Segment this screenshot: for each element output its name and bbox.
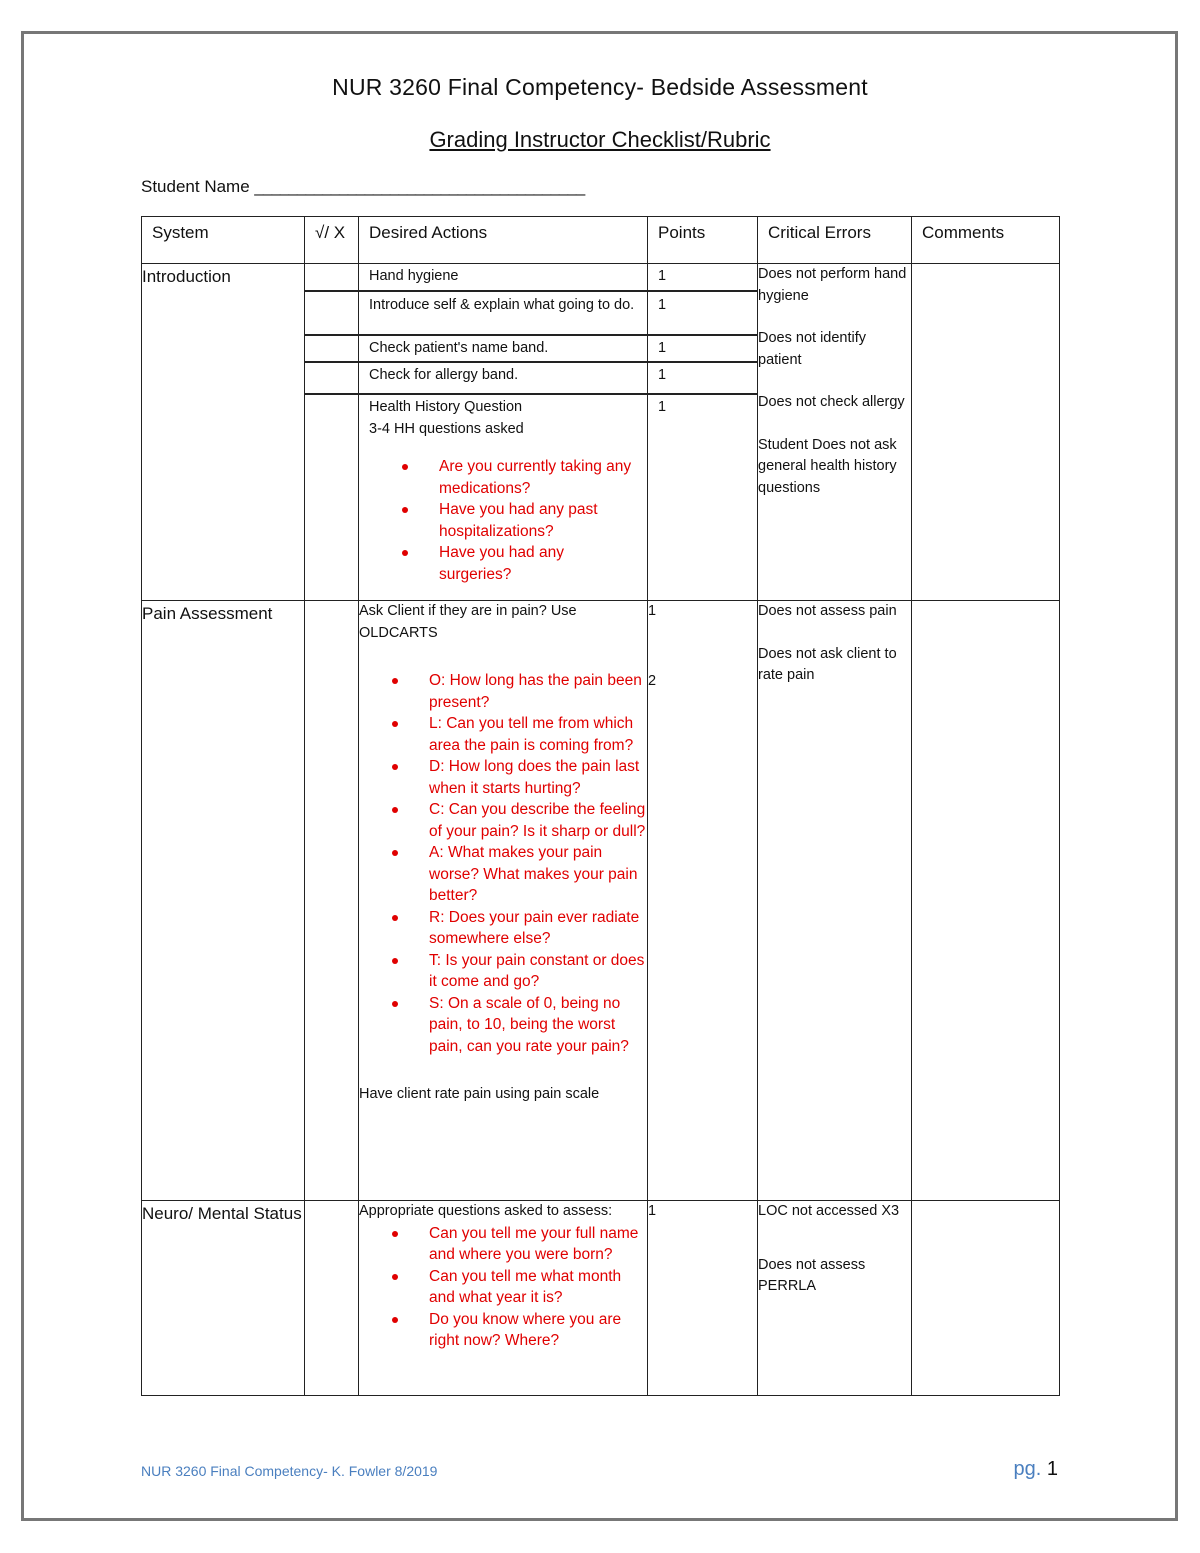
points-pain xyxy=(648,601,758,1201)
pain-intro: Ask Client if they are in pain? Use OLDCARTS xyxy=(359,603,577,641)
points-value: 1 xyxy=(648,264,757,292)
actions-neuro xyxy=(359,1201,648,1396)
critical-errors-pain xyxy=(758,601,912,1201)
comments-neuro[interactable] xyxy=(912,1201,1060,1396)
page-number xyxy=(1014,1458,1059,1481)
health-history-count: 3-4 HH questions asked xyxy=(369,420,524,437)
pain-outro: Have client rate pain using pain scale xyxy=(359,1086,600,1102)
student-name-label: Student Name xyxy=(141,177,250,196)
critical-error: Student Does not ask general health history questions xyxy=(758,436,897,496)
neuro-questions xyxy=(359,1223,647,1352)
check-cell-introduction[interactable] xyxy=(305,264,359,601)
list-item: Are you currently taking any medications? xyxy=(439,456,637,499)
header-check: √/ X xyxy=(305,217,359,264)
system-pain-assessment: Pain Assessment xyxy=(142,601,305,1201)
footer-text: NUR 3260 Final Competency- K. Fowler 8/2019 xyxy=(141,1463,438,1479)
comments-introduction[interactable] xyxy=(912,264,1060,601)
table-row-neuro xyxy=(142,1201,1060,1396)
document-subtitle: Grading Instructor Checklist/Rubric xyxy=(429,127,771,152)
actions-pain xyxy=(359,601,648,1201)
system-neuro: Neuro/ Mental Status xyxy=(142,1201,305,1396)
critical-error: Does not assess pain xyxy=(758,603,897,619)
critical-error: Does not perform hand hygiene xyxy=(758,266,907,304)
student-name-line: _______________________________________ xyxy=(254,177,585,196)
page-number-value: 1 xyxy=(1046,1458,1058,1480)
list-item: Have you had any surgeries? xyxy=(439,542,637,585)
student-name-field[interactable] xyxy=(141,177,584,197)
action-check-name-band: Check patient's name band. xyxy=(359,336,647,363)
points-value: 1 xyxy=(658,399,667,415)
critical-error: Does not identify patient xyxy=(758,330,867,368)
list-item: Do you know where you are right now? Where? xyxy=(429,1309,647,1352)
list-item: T: Is your pain constant or does it come and go? xyxy=(429,950,647,993)
check-cell-pain[interactable] xyxy=(305,601,359,1201)
list-item: Have you had any past hospitalizations? xyxy=(439,499,637,542)
list-item: L: Can you tell me from which area the pain is coming from? xyxy=(429,713,647,756)
action-check-allergy-band: Check for allergy band. xyxy=(359,363,647,395)
critical-error: Does not ask client to rate pain xyxy=(758,645,897,683)
list-item: Can you tell me your full name and where you were born? xyxy=(429,1223,647,1266)
system-introduction: Introduction xyxy=(142,264,305,601)
list-item: D: How long does the pain last when it starts hurting? xyxy=(429,756,647,799)
list-item: R: Does your pain ever radiate somewhere else? xyxy=(429,907,647,950)
points-value: 1 xyxy=(648,336,757,363)
header-desired-actions: Desired Actions xyxy=(359,217,648,264)
neuro-intro: Appropriate questions asked to assess: xyxy=(359,1203,613,1219)
table-row-introduction xyxy=(142,264,1060,601)
critical-errors-introduction xyxy=(758,264,912,601)
points-value: 2 xyxy=(648,672,657,689)
list-item: S: On a scale of 0, being no pain, to 10, being the worst pain, can you rate your pain? xyxy=(429,993,647,1058)
list-item: Can you tell me what month and what year it is? xyxy=(429,1266,647,1309)
page-label: pg. xyxy=(1013,1458,1042,1480)
points-value: 1 xyxy=(648,363,757,395)
document-title: NUR 3260 Final Competency- Bedside Assessment xyxy=(332,74,868,100)
points-value: 1 xyxy=(648,1203,657,1219)
rubric-table xyxy=(141,216,1060,1396)
points-introduction xyxy=(648,264,758,601)
action-introduce-self: Introduce self & explain what going to do. xyxy=(359,292,647,336)
points-value: 1 xyxy=(648,292,757,336)
list-item: A: What makes your pain worse? What makes your pain better? xyxy=(429,842,647,907)
action-hand-hygiene: Hand hygiene xyxy=(359,264,647,292)
health-history-label: Health History Question xyxy=(369,399,523,415)
points-neuro xyxy=(648,1201,758,1396)
actions-introduction xyxy=(359,264,648,601)
action-health-history xyxy=(359,395,647,585)
header-points: Points xyxy=(648,217,758,264)
comments-pain[interactable] xyxy=(912,601,1060,1201)
points-value: 1 xyxy=(648,603,657,619)
list-item: O: How long has the pain been present? xyxy=(429,670,647,713)
critical-error: LOC not accessed X3 xyxy=(758,1203,900,1219)
critical-error: Does not check allergy xyxy=(758,394,905,410)
health-history-questions xyxy=(369,456,637,585)
list-item: C: Can you describe the feeling of your pain? Is it sharp or dull? xyxy=(429,799,647,842)
table-row-pain-assessment xyxy=(142,601,1060,1201)
check-cell-neuro[interactable] xyxy=(305,1201,359,1396)
oldcarts-questions xyxy=(359,670,647,1057)
header-critical-errors: Critical Errors xyxy=(758,217,912,264)
header-comments: Comments xyxy=(912,217,1060,264)
header-system: System xyxy=(142,217,305,264)
header-row xyxy=(142,217,1060,264)
critical-error: Does not assess PERRLA xyxy=(758,1256,866,1294)
critical-errors-neuro xyxy=(758,1201,912,1396)
